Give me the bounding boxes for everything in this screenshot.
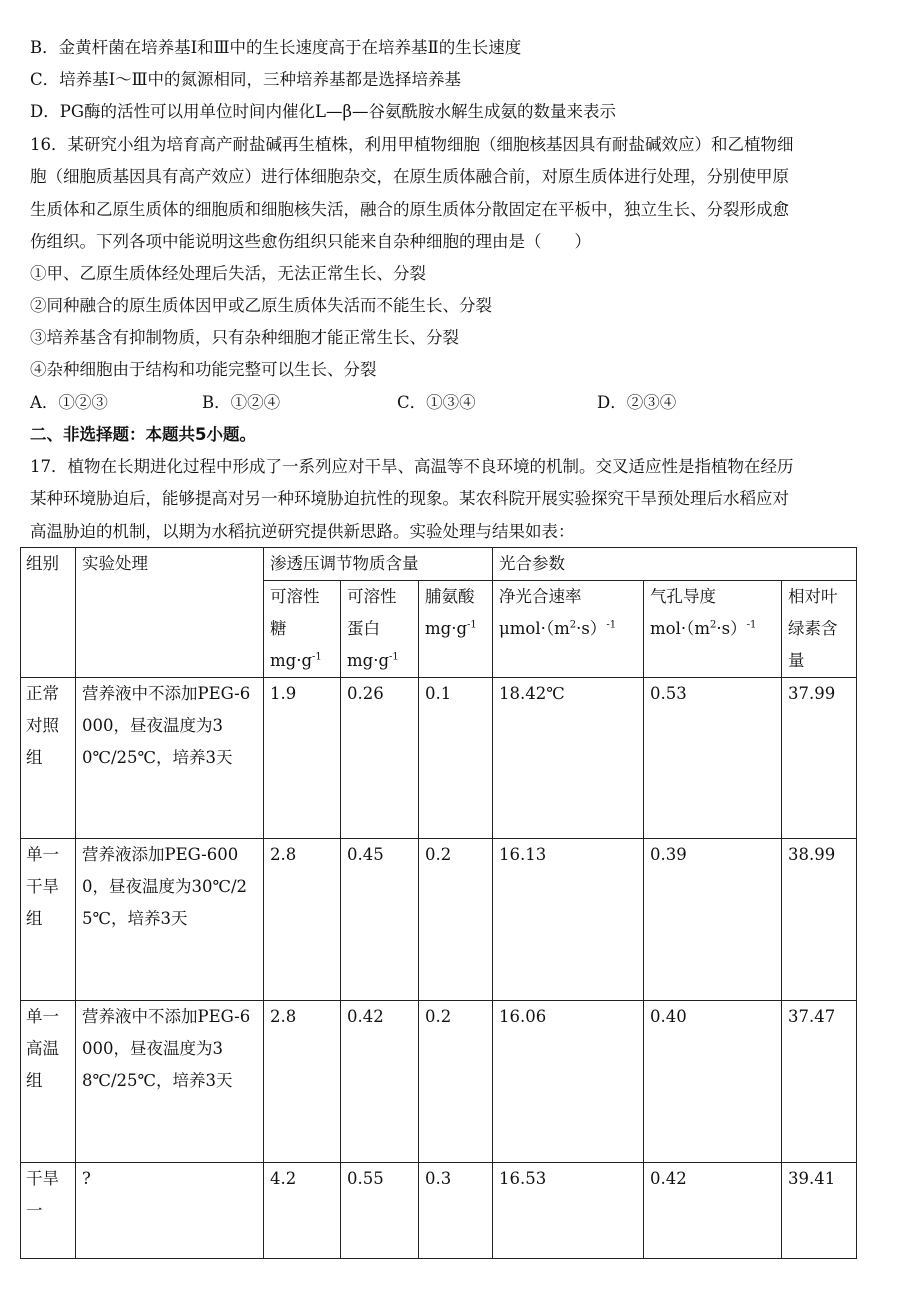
header-net-photosynthesis: 净光合速率 $\mu mol\cdot(m^2\cdot s)^{-1}$ [493,581,644,678]
q16-line: 伤组织。下列各项中能说明这些愈伤组织只能来自杂种细胞的理由是（ ） [30,232,591,251]
option-b: B．金黄杆菌在培养基Ⅰ和Ⅲ中的生长速度高于在培养基Ⅱ的生长速度 [30,38,522,57]
value-cell: 0.3 [419,1163,493,1259]
group-cell: 单一干旱组 [21,839,76,1001]
value-cell: 2.8 [264,1001,341,1163]
q16-statement: ④杂种细胞由于结构和功能完整可以生长、分裂 [30,360,377,379]
value-cell: 37.99 [782,678,857,839]
q17-line: 17．植物在长期进化过程中形成了一系列应对干旱、高温等不良环境的机制。交叉适应性是指植物在经历 [30,457,794,476]
value-cell: 0.2 [419,839,493,1001]
q17-line: 高温胁迫的机制，以期为水稻抗逆研究提供新思路。实验处理与结果如表： [30,522,575,541]
value-cell: 16.06 [493,1001,644,1163]
choice-b: B．①②④ [202,393,281,412]
q16-statement: ③培养基含有抑制物质，只有杂种细胞才能正常生长、分裂 [30,328,459,347]
value-cell: 0.42 [341,1001,419,1163]
group-cell: 干旱一 [21,1163,76,1259]
value-cell: 0.1 [419,678,493,839]
treatment-cell: 营养液添加PEG-6000，昼夜温度为30℃/25℃，培养3天 [76,839,264,1001]
value-cell: 0.39 [644,839,782,1001]
header-stomatal-conductance: 气孔导度 $mol\cdot(m^2\cdot s)^{-1}$ [644,581,782,678]
treatment-cell: 营养液中不添加PEG-6000，昼夜温度为38℃/25℃，培养3天 [76,1001,264,1163]
value-cell: 38.99 [782,839,857,1001]
header-proline: 脯氨酸 $mg\cdot g^{-1}$ [419,581,493,678]
option-c: C．培养基Ⅰ～Ⅲ中的氮源相同，三种培养基都是选择培养基 [30,70,462,89]
value-cell: 4.2 [264,1163,341,1259]
value-cell: 0.53 [644,678,782,839]
q16-statement: ②同种融合的原生质体因甲或乙原生质体失活而不能生长、分裂 [30,296,492,315]
treatment-cell: ? [76,1163,264,1259]
header-photosynthesis: 光合参数 [493,548,857,581]
group-cell: 正常对照组 [21,678,76,839]
value-cell: 0.45 [341,839,419,1001]
header-chlorophyll: 相对叶绿素含量 [782,581,857,678]
option-d: D．PG酶的活性可以用单位时间内催化L—β—谷氨酰胺水解生成氨的数量来表示 [30,102,617,121]
q16-line: 16．某研究小组为培育高产耐盐碱再生植株，利用甲植物细胞（细胞核基因具有耐盐碱效应）和乙植物细 [30,135,794,154]
group-cell: 单一高温组 [21,1001,76,1163]
choice-a: A．①②③ [30,393,108,412]
header-treatment: 实验处理 [76,548,264,678]
value-cell: 0.2 [419,1001,493,1163]
q16-line: 胞（细胞质基因具有高产效应）进行体细胞杂交，在原生质体融合前，对原生质体进行处理，分别使甲原 [30,167,789,186]
value-cell: 0.26 [341,678,419,839]
table-row [21,678,857,839]
q16-choices [30,387,676,419]
treatment-cell: 营养液中不添加PEG-6000，昼夜温度为30℃/25℃，培养3天 [76,678,264,839]
header-group: 组别 [21,548,76,678]
q16-statement: ①甲、乙原生质体经处理后失活，无法正常生长、分裂 [30,264,426,283]
value-cell: 0.40 [644,1001,782,1163]
table-row [21,1163,857,1259]
section-title: 二、非选择题：本题共5小题。 [30,425,256,444]
header-osmotic: 渗透压调节物质含量 [264,548,493,581]
value-cell: 0.42 [644,1163,782,1259]
value-cell: 1.9 [264,678,341,839]
choice-d: D．②③④ [597,393,677,412]
results-table [20,547,857,1259]
header-soluble-protein: 可溶性蛋白 $mg\cdot g^{-1}$ [341,581,419,678]
q16-line: 生质体和乙原生质体的细胞质和细胞核失活，融合的原生质体分散固定在平板中，独立生长、分裂形成愈 [30,200,789,219]
table-row [21,839,857,1001]
choice-c: C．①③④ [397,393,476,412]
value-cell: 0.55 [341,1163,419,1259]
value-cell: 2.8 [264,839,341,1001]
table-row [21,1001,857,1163]
value-cell: 18.42℃ [493,678,644,839]
value-cell: 16.13 [493,839,644,1001]
q17-line: 某种环境胁迫后，能够提高对另一种环境胁迫抗性的现象。某农科院开展实验探究干旱预处理后水稻应对 [30,489,789,508]
value-cell: 16.53 [493,1163,644,1259]
value-cell: 39.41 [782,1163,857,1259]
header-soluble-sugar: 可溶性糖 $mg\cdot g^{-1}$ [264,581,341,678]
value-cell: 37.47 [782,1001,857,1163]
